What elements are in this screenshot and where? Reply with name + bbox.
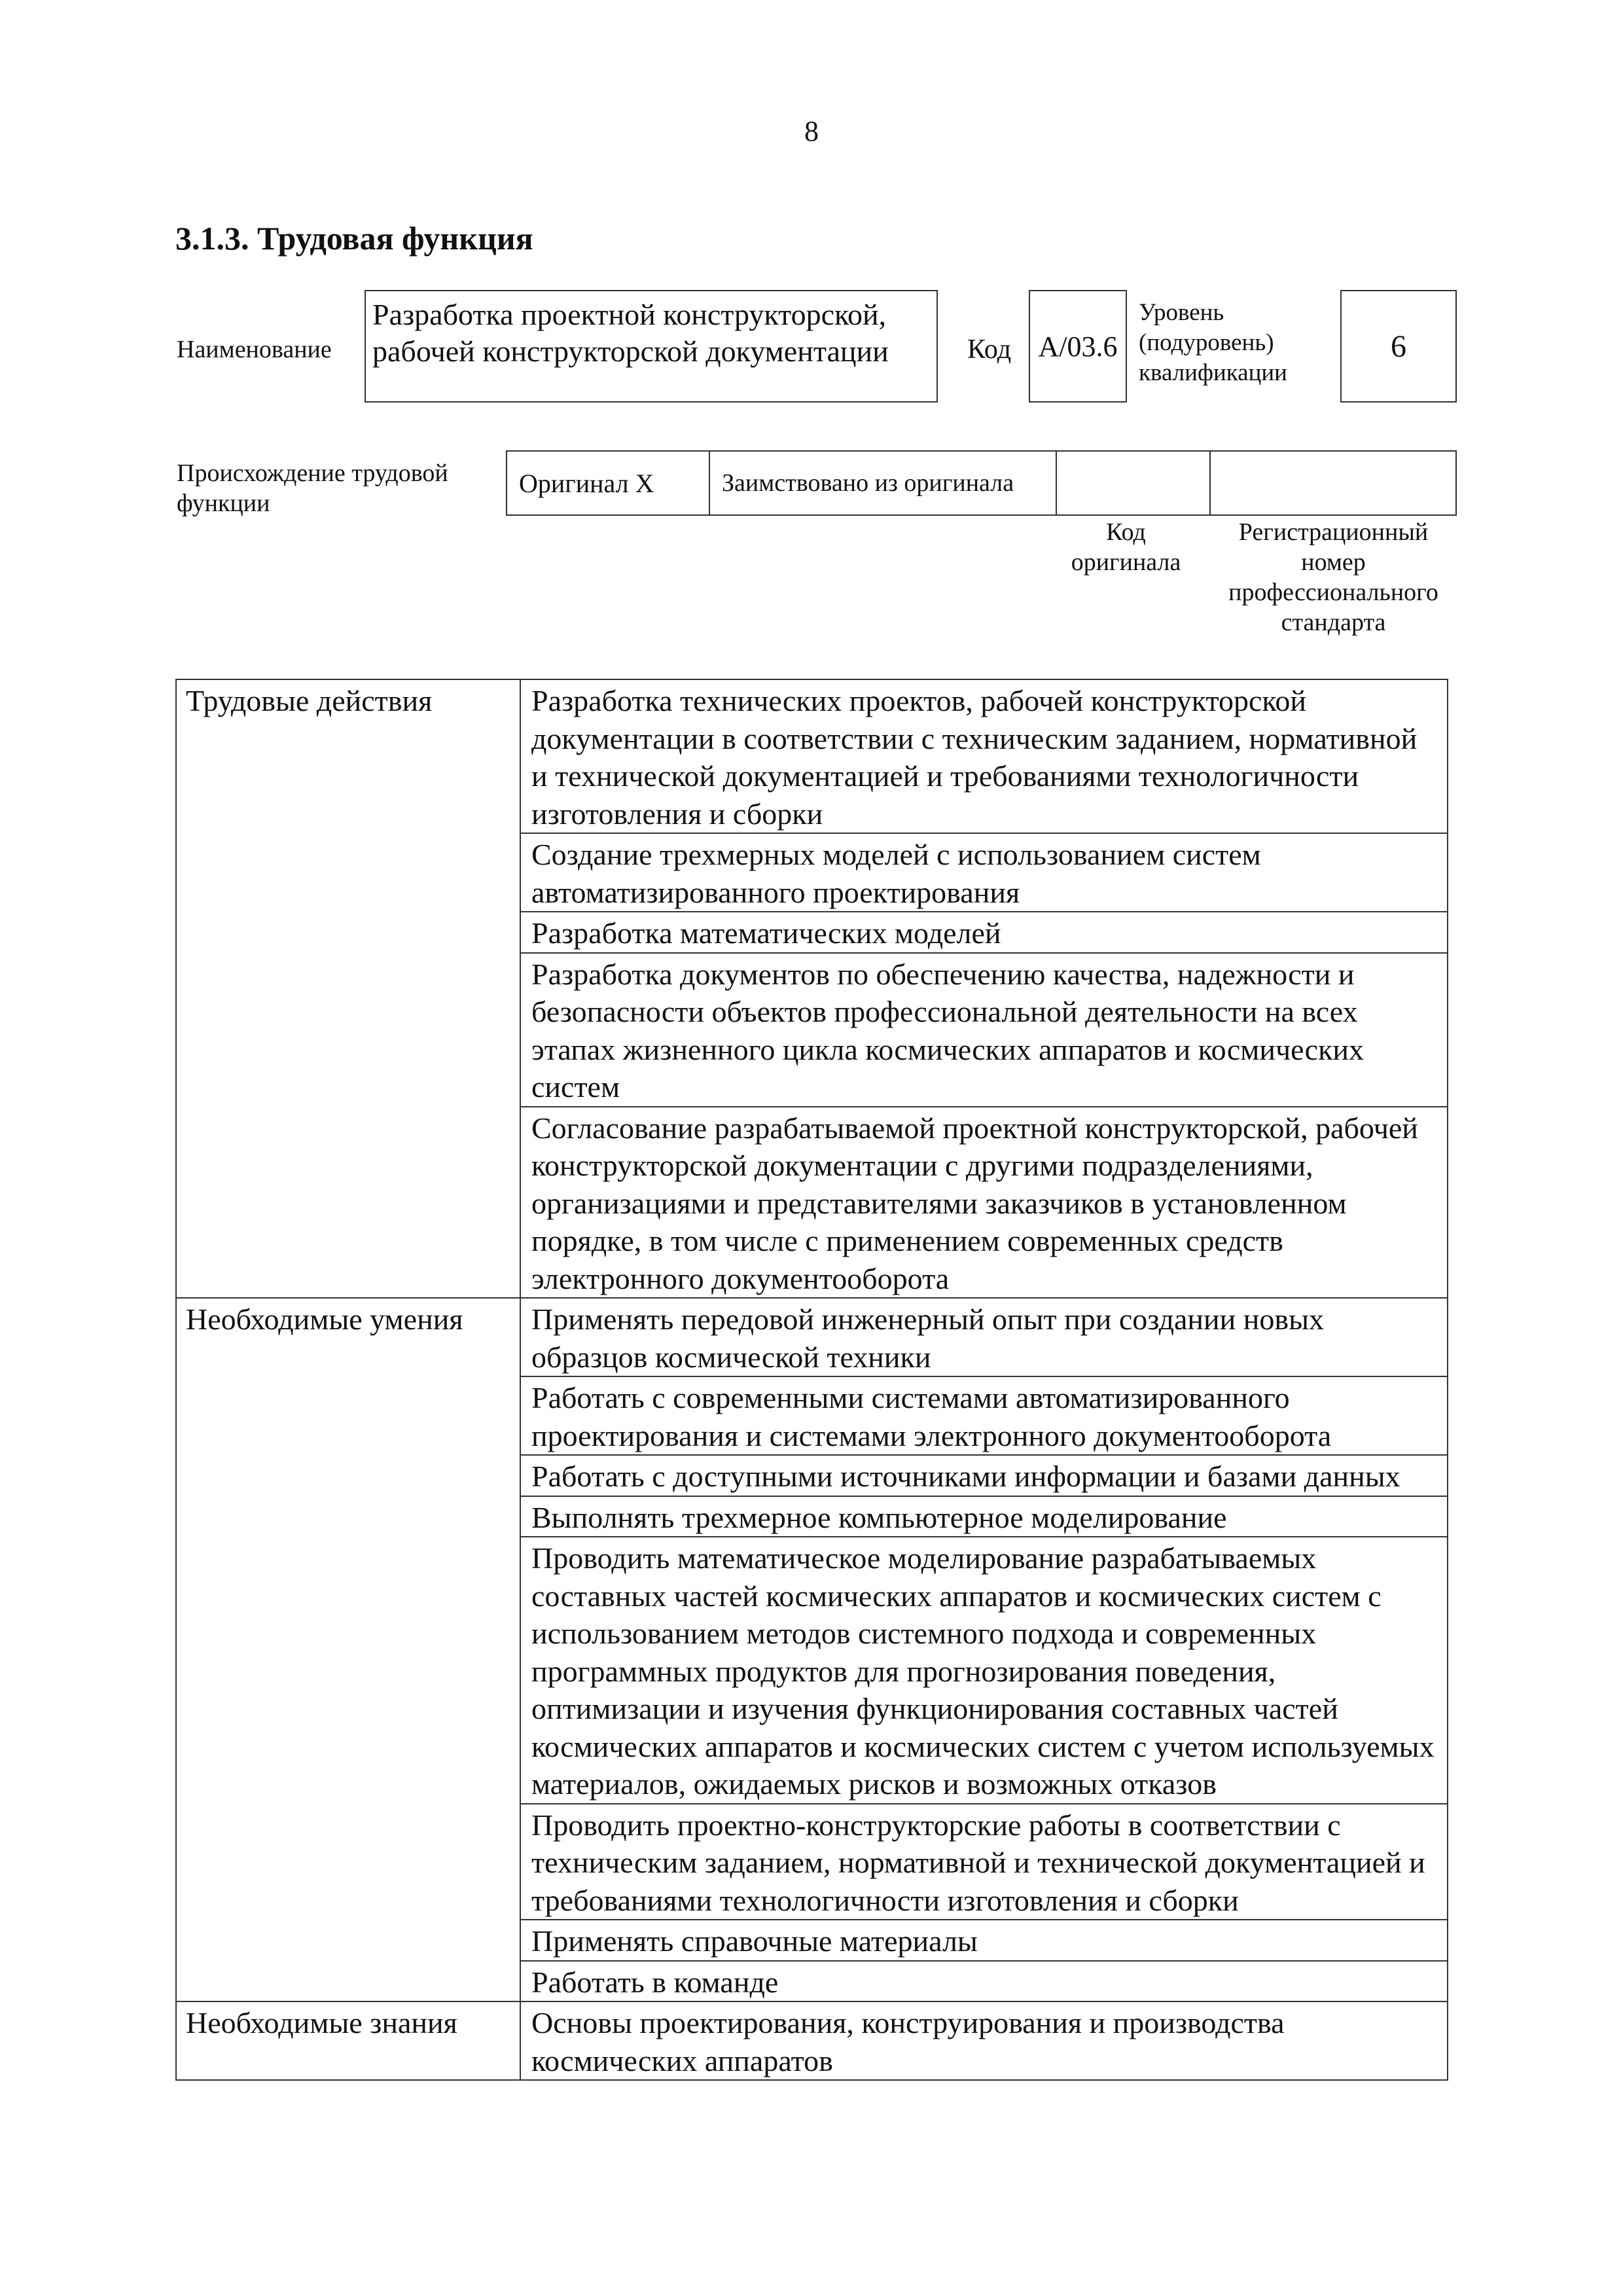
skills-item: Проводить проектно-конструкторские работы в соответствии с техническим заданием, нормативной и технической документацией и требованиями технологичности изготовления и сборки [520, 1804, 1448, 1920]
origin-table [506, 450, 1457, 516]
reg-number-caption: Регистрационный номер профессионального стандарта [1228, 518, 1438, 636]
skills-row [176, 1298, 1448, 1376]
table-body [176, 679, 1448, 2080]
skills-item: Работать в команде [520, 1961, 1448, 2002]
page-number: 8 [804, 115, 819, 147]
skills-item: Проводить математическое моделирование разрабатываемых составных частей космических аппаратов и космических систем с использованием методов системного подхода и современных программных продуктов для прогнозирования поведения, оптимизации и изучения функционирования составных частей космических аппаратов и космических систем с учетом используемых материалов, ожидаемых рисков и возможных отказов [520, 1537, 1448, 1804]
knowledge-label: Необходимые знания [176, 2001, 520, 2080]
labor-actions-item: Разработка математических моделей [520, 912, 1448, 953]
labor-actions-item: Разработка технических проектов, рабочей конструкторской документации в соответствии с техническим заданием, нормативной и технической документацией и требованиями технологичности изготовления и сборки [520, 679, 1448, 833]
skills-label: Необходимые умения [176, 1298, 520, 2001]
labor-actions-item: Разработка документов по обеспечению качества, надежности и безопасности объектов профессиональной деятельности на всех этапах жизненного цикла космических аппаратов и космических систем [520, 953, 1448, 1107]
code-label: Код [967, 334, 1012, 365]
knowledge-item: Основы проектирования, конструирования и производства космических аппаратов [520, 2001, 1448, 2080]
knowledge-row [176, 2001, 1448, 2080]
labor-function-table [175, 679, 1448, 2081]
origin-reg-number-cell [1211, 452, 1455, 514]
skills-item: Работать с доступными источниками информации и базами данных [520, 1455, 1448, 1496]
origin-original-cell: Оригинал X [507, 452, 710, 514]
skills-item: Применять справочные материалы [520, 1920, 1448, 1961]
level-label: Уровень (подуровень) квалификации [1139, 299, 1287, 386]
labor-actions-row [176, 679, 1448, 833]
origin-code-cell [1057, 452, 1211, 514]
code-original-caption: Код оригинала [1071, 518, 1181, 576]
name-value: Разработка проектной конструкторской, рабочей конструкторской документации [365, 290, 938, 403]
skills-item: Применять передовой инженерный опыт при создании новых образцов космической техники [520, 1298, 1448, 1376]
level-value: 6 [1340, 290, 1457, 403]
skills-item: Работать с современными системами автоматизированного проектирования и системами электронного документооборота [520, 1376, 1448, 1455]
labor-actions-label: Трудовые действия [176, 679, 520, 1298]
origin-borrowed-cell: Заимствовано из оригинала [710, 452, 1057, 514]
section-title: 3.1.3. Трудовая функция [175, 220, 533, 257]
labor-actions-item: Согласование разрабатываемой проектной конструкторской, рабочей конструкторской документации с другими подразделениями, организациями и представителями заказчиков в установленном порядке, в том числе с применением современных средств электронного документооборота [520, 1107, 1448, 1299]
name-label: Наименование [177, 336, 332, 363]
labor-actions-item: Создание трехмерных моделей с использованием систем автоматизированного проектирования [520, 833, 1448, 912]
code-value: А/03.6 [1029, 290, 1127, 403]
origin-label: Происхождение трудовой функции [177, 459, 448, 517]
skills-item: Выполнять трехмерное компьютерное моделирование [520, 1496, 1448, 1537]
